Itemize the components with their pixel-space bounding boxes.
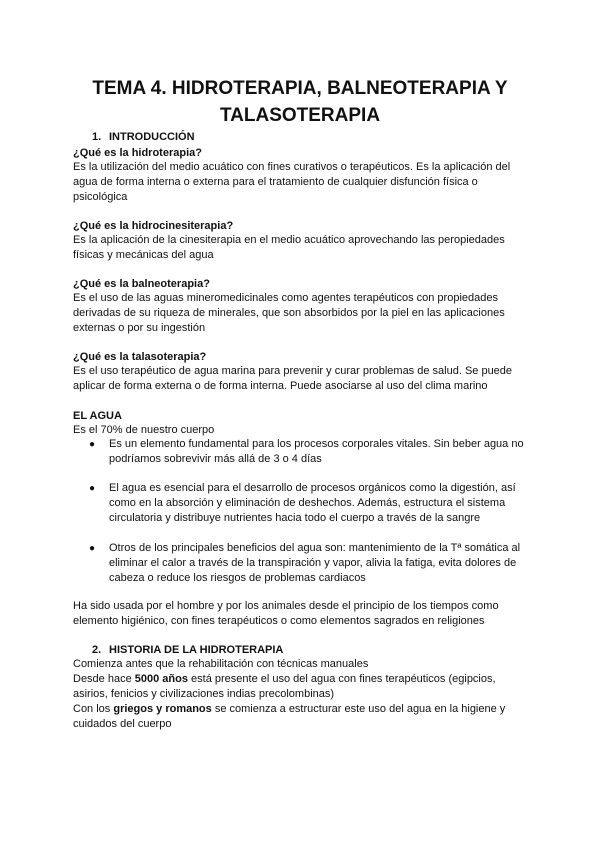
- list-item-line: podríamos sobrevivir más allá de 3 o 4 días: [109, 453, 322, 465]
- answer-line: psicológica: [73, 191, 128, 203]
- answer-hidroterapia: [73, 160, 533, 205]
- answer-talasoterapia: [73, 364, 533, 394]
- question-balneoterapia: ¿Qué es la balneoterapia?: [73, 278, 210, 290]
- section-2-number: 2.: [92, 644, 102, 656]
- answer-line: derivadas de su riqueza de minerales, que son absorbidos por la piel en las aplicaciones: [73, 307, 505, 319]
- list-item-line: Otros de los principales beneficios del agua son: mantenimiento de la Tª somática al: [109, 542, 521, 554]
- answer-line: aplicar de forma externa o de forma interna. Puede asociarse al uso del clima marino: [73, 380, 488, 392]
- closing-line: elemento higiénico, con fines terapéuticos o como elementos sagrados en religiones: [73, 615, 485, 627]
- question-talasoterapia: ¿Qué es la talasoterapia?: [73, 351, 207, 363]
- page-title-line-2: TALASOTERAPIA: [219, 105, 381, 126]
- bullet-icon: ●: [89, 543, 96, 554]
- answer-line: externas o por su ingestión: [73, 322, 206, 334]
- list-item-line: eliminar el calor a través de la transpiración y vapor, alivia la fatiga, evita dolores de: [109, 557, 517, 569]
- answer-balneoterapia: [73, 291, 533, 336]
- historia-paragraph: [73, 657, 533, 732]
- question-hidroterapia: ¿Qué es la hidroterapia?: [73, 147, 202, 159]
- agua-closing: [73, 599, 533, 629]
- historia-line-1: Comienza antes que la rehabilitación con técnicas manuales: [73, 658, 369, 670]
- answer-line: Es el uso terapéutico de agua marina para prevenir y curar problemas de salud. Se puede: [73, 365, 513, 377]
- list-item: [89, 541, 536, 586]
- section-1-title: INTRODUCCIÓN: [109, 131, 195, 143]
- list-item-line: Es un elemento fundamental para los procesos corporales vitales. Sin beber agua no: [109, 438, 524, 450]
- section-2-heading: [92, 643, 283, 657]
- historia-line-2-post: está presente el uso del agua con fines terapéuticos (egipcios,: [187, 673, 496, 685]
- list-item-line: El agua es esencial para el desarrollo de procesos orgánicos como la digestión, así: [109, 482, 516, 494]
- answer-line: físicas y mecánicas del agua: [73, 249, 214, 261]
- page-title-line-1: TEMA 4. HIDROTERAPIA, BALNEOTERAPIA Y: [92, 78, 508, 99]
- closing-line: Ha sido usada por el hombre y por los animales desde el principio de los tiempos como: [73, 600, 499, 612]
- answer-line: agua de forma interna o externa para el tratamiento de cualquier disfunción física o: [73, 176, 478, 188]
- list-item-text: [109, 437, 536, 467]
- list-item: [89, 437, 536, 467]
- section-2-title: HISTORIA DE LA HIDROTERAPIA: [109, 644, 284, 656]
- historia-line-2-pre: Desde hace: [73, 673, 135, 685]
- historia-line-4-post: se comienza a estructurar este uso del agua en la higiene y: [211, 703, 506, 715]
- list-item-line: cabeza o reduce los riesgos de problemas cardiacos: [109, 572, 366, 584]
- list-item: [89, 481, 536, 526]
- list-item-text: [109, 481, 536, 526]
- historia-line-4-pre: Con los: [73, 703, 114, 715]
- agua-intro: Es el 70% de nuestro cuerpo: [73, 424, 215, 436]
- list-item-text: [109, 541, 536, 586]
- historia-line-2-bold: 5000 años: [134, 673, 188, 685]
- bullet-icon: ●: [89, 439, 96, 450]
- question-hidrocinesiterapia: ¿Qué es la hidrocinesiterapia?: [73, 220, 234, 232]
- historia-line-3: asirios, fenicios y civilizaciones indias precolombinas): [73, 688, 335, 700]
- historia-line-5: cuidados del cuerpo: [73, 718, 172, 730]
- answer-hidrocinesiterapia: [73, 233, 533, 263]
- answer-line: Es la aplicación de la cinesiterapia en el medio acuático aprovechando las peropiedades: [73, 234, 505, 246]
- section-1-heading: [92, 130, 195, 144]
- list-item-line: como en la absorción y eliminación de deshechos. Además, estructura el sistema: [109, 497, 506, 509]
- historia-line-4-bold: griegos y romanos: [113, 703, 212, 715]
- list-item-line: circulatoria y distribuye nutrientes hacia todo el cuerpo a través de la sangre: [109, 512, 481, 524]
- section-1-number: 1.: [92, 131, 102, 143]
- answer-line: Es el uso de las aguas mineromedicinales como agentes terapéuticos con propiedades: [73, 292, 498, 304]
- bullet-icon: ●: [89, 483, 96, 494]
- agua-heading: EL AGUA: [73, 410, 122, 422]
- answer-line: Es la utilización del medio acuático con fines curativos o terapéuticos. Es la aplicación del: [73, 161, 511, 173]
